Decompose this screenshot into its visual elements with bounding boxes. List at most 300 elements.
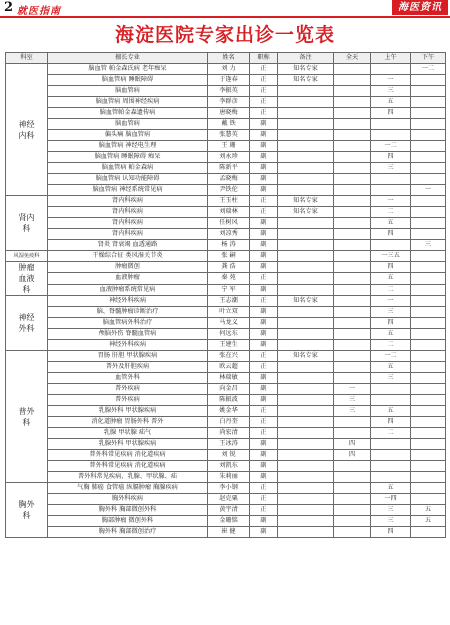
morning-cell: 四 <box>371 108 411 119</box>
specialty-cell: 脑血管病 周围神经疾病 <box>48 97 208 108</box>
fullday-cell <box>334 417 371 428</box>
morning-cell: 一 <box>371 296 411 307</box>
doctor-name-cell: 赵克粟 <box>208 494 250 505</box>
afternoon-cell <box>411 108 446 119</box>
table-row <box>6 152 446 163</box>
department-cell: 肿瘤血液科 <box>6 262 48 296</box>
specialty-cell: 乳腺外科 甲状腺疾病 <box>48 439 208 450</box>
note-cell: 知名专家 <box>278 64 334 75</box>
note-cell <box>278 262 334 273</box>
fullday-cell <box>334 196 371 207</box>
fullday-cell <box>334 163 371 174</box>
fullday-cell: 三 <box>334 406 371 417</box>
table-row <box>6 439 446 450</box>
fullday-cell <box>334 472 371 483</box>
note-cell <box>278 318 334 329</box>
column-header: 擅长专业 <box>48 53 208 64</box>
specialty-cell: 脑血管病 神经系统常见病 <box>48 185 208 196</box>
morning-cell <box>371 119 411 130</box>
title-cell: 副 <box>250 218 278 229</box>
title-cell: 正 <box>250 196 278 207</box>
doctor-name-cell: 金珊铭 <box>208 516 250 527</box>
title-cell: 副 <box>250 527 278 538</box>
title-cell: 副 <box>250 395 278 406</box>
specialty-cell: 肾内科疾病 <box>48 207 208 218</box>
morning-cell: 一二 <box>371 351 411 362</box>
department-cell: 神经外科 <box>6 296 48 351</box>
doctor-name-cell: 秦 苑 <box>208 273 250 284</box>
specialty-cell: 肾内科疾病 <box>48 218 208 229</box>
afternoon-cell <box>411 384 446 395</box>
note-cell <box>278 340 334 351</box>
afternoon-cell <box>411 251 446 262</box>
afternoon-cell <box>411 417 446 428</box>
table-row <box>6 329 446 340</box>
title-cell: 正 <box>250 97 278 108</box>
afternoon-cell <box>411 174 446 185</box>
doctor-name-cell: 唐晓梅 <box>208 108 250 119</box>
doctor-name-cell: 姚金华 <box>208 406 250 417</box>
afternoon-cell <box>411 141 446 152</box>
afternoon-cell <box>411 119 446 130</box>
specialty-cell: 乳腺外科 甲状腺疾病 <box>48 406 208 417</box>
specialty-cell: 普外科常见疾病 消化道疾病 <box>48 461 208 472</box>
doctor-name-cell: 向金昌 <box>208 384 250 395</box>
doctor-name-cell: 任树风 <box>208 218 250 229</box>
title-cell: 副 <box>250 340 278 351</box>
note-cell: 知名专家 <box>278 207 334 218</box>
doctor-name-cell: 杨 涛 <box>208 240 250 251</box>
afternoon-cell <box>411 340 446 351</box>
note-cell <box>278 483 334 494</box>
table-row <box>6 395 446 406</box>
title-cell: 正 <box>250 428 278 439</box>
table-row <box>6 307 446 318</box>
afternoon-cell <box>411 395 446 406</box>
morning-cell: 四 <box>371 262 411 273</box>
doctor-name-cell: 王冰涛 <box>208 439 250 450</box>
afternoon-cell <box>411 296 446 307</box>
specialty-cell: 脑血管病 睡眠障碍 痴呆 <box>48 152 208 163</box>
title-cell: 正 <box>250 296 278 307</box>
note-cell <box>278 174 334 185</box>
morning-cell: 二 <box>371 207 411 218</box>
morning-cell: 五 <box>371 362 411 373</box>
specialty-cell: 肾内科疾病 <box>48 229 208 240</box>
fullday-cell <box>334 340 371 351</box>
afternoon-cell: 一 <box>411 185 446 196</box>
section-title-right: 海医资讯 <box>392 0 448 15</box>
fullday-cell: 四 <box>334 439 371 450</box>
morning-cell: 五 <box>371 406 411 417</box>
afternoon-cell <box>411 262 446 273</box>
fullday-cell <box>334 329 371 340</box>
morning-cell <box>371 240 411 251</box>
table-row <box>6 141 446 152</box>
afternoon-cell <box>411 218 446 229</box>
doctor-name-cell: 宁 军 <box>208 284 250 295</box>
table-body <box>6 64 446 538</box>
note-cell: 知名专家 <box>278 351 334 362</box>
table-header-row <box>6 53 446 64</box>
department-cell: 肾内科 <box>6 196 48 251</box>
title-cell: 副 <box>250 251 278 262</box>
title-cell: 正 <box>250 75 278 86</box>
doctor-name-cell: 尚宏清 <box>208 428 250 439</box>
afternoon-cell <box>411 207 446 218</box>
table-row <box>6 450 446 461</box>
note-cell <box>278 472 334 483</box>
specialty-cell: 胸外科疾病 <box>48 494 208 505</box>
morning-cell: 二 <box>371 428 411 439</box>
fullday-cell <box>334 296 371 307</box>
morning-cell <box>371 461 411 472</box>
page-number: 2 <box>4 0 14 15</box>
morning-cell: 二 <box>371 340 411 351</box>
specialty-cell: 肾内科疾病 <box>48 196 208 207</box>
specialty-cell: 脑血管病 <box>48 119 208 130</box>
column-header: 职称 <box>250 53 278 64</box>
morning-cell: 一三五 <box>371 251 411 262</box>
table-row <box>6 373 446 384</box>
specialty-cell: 偏头痛 脑血管病 <box>48 130 208 141</box>
morning-cell <box>371 472 411 483</box>
fullday-cell <box>334 307 371 318</box>
specialty-cell: 脑、脊髓肿瘤诊断治疗 <box>48 307 208 318</box>
note-cell <box>278 163 334 174</box>
title-cell: 副 <box>250 284 278 295</box>
specialty-cell: 神经外科疾病 <box>48 340 208 351</box>
title-cell: 正 <box>250 483 278 494</box>
table-row <box>6 505 446 516</box>
fullday-cell <box>334 428 371 439</box>
morning-cell <box>371 450 411 461</box>
fullday-cell <box>334 527 371 538</box>
table-row <box>6 97 446 108</box>
note-cell: 知名专家 <box>278 196 334 207</box>
specialty-cell: 胸外科 胸部微创外科 <box>48 505 208 516</box>
title-cell: 副 <box>250 461 278 472</box>
note-cell <box>278 130 334 141</box>
section-header <box>0 0 450 18</box>
title-cell: 副 <box>250 185 278 196</box>
afternoon-cell <box>411 97 446 108</box>
afternoon-cell <box>411 86 446 97</box>
table-row <box>6 406 446 417</box>
afternoon-cell <box>411 130 446 141</box>
doctor-name-cell: 陈新平 <box>208 163 250 174</box>
specialty-cell: 脑血管帕金森遗传病 <box>48 108 208 119</box>
title-cell: 副 <box>250 229 278 240</box>
table-row <box>6 119 446 130</box>
doctor-name-cell: 叶立双 <box>208 307 250 318</box>
specialty-cell: 肾炎 肾衰竭 血透通路 <box>48 240 208 251</box>
specialty-cell: 血液肿瘤系统常见病 <box>48 284 208 295</box>
note-cell <box>278 86 334 97</box>
morning-cell <box>371 130 411 141</box>
afternoon-cell <box>411 494 446 505</box>
afternoon-cell <box>411 152 446 163</box>
column-header: 姓名 <box>208 53 250 64</box>
doctor-name-cell: 王建生 <box>208 340 250 351</box>
doctor-name-cell: 朱莉丽 <box>208 472 250 483</box>
afternoon-cell <box>411 483 446 494</box>
morning-cell: 三 <box>371 373 411 384</box>
morning-cell: 一 <box>371 75 411 86</box>
note-cell <box>278 284 334 295</box>
title-cell: 副 <box>250 152 278 163</box>
fullday-cell <box>334 373 371 384</box>
fullday-cell <box>334 97 371 108</box>
morning-cell: 一四 <box>371 494 411 505</box>
table-row <box>6 185 446 196</box>
note-cell <box>278 439 334 450</box>
specialty-cell: 乳腺 甲状腺 疝气 <box>48 428 208 439</box>
note-cell <box>278 119 334 130</box>
morning-cell: 五 <box>371 483 411 494</box>
table-row <box>6 527 446 538</box>
afternoon-cell <box>411 362 446 373</box>
table-row <box>6 494 446 505</box>
title-cell: 副 <box>250 516 278 527</box>
table-row <box>6 262 446 273</box>
specialty-cell: 血管外科 <box>48 373 208 384</box>
afternoon-cell <box>411 284 446 295</box>
title-cell: 副 <box>250 119 278 130</box>
table-row <box>6 318 446 329</box>
afternoon-cell <box>411 163 446 174</box>
afternoon-cell <box>411 329 446 340</box>
afternoon-cell <box>411 75 446 86</box>
specialty-cell: 神经外科疾病 <box>48 296 208 307</box>
note-cell <box>278 494 334 505</box>
column-header: 科室 <box>6 53 48 64</box>
note-cell <box>278 141 334 152</box>
schedule-table <box>5 52 446 538</box>
table-row <box>6 75 446 86</box>
column-header: 备注 <box>278 53 334 64</box>
doctor-name-cell: 戴 铁 <box>208 119 250 130</box>
title-cell: 副 <box>250 318 278 329</box>
table-row <box>6 130 446 141</box>
afternoon-cell: 五 <box>411 505 446 516</box>
morning-cell: 五 <box>371 218 411 229</box>
fullday-cell <box>334 141 371 152</box>
department-cell: 风湿免疫科 <box>6 251 48 262</box>
title-cell: 副 <box>250 450 278 461</box>
column-header: 全天 <box>334 53 371 64</box>
note-cell: 知名专家 <box>278 296 334 307</box>
title-cell: 正 <box>250 86 278 97</box>
afternoon-cell <box>411 472 446 483</box>
afternoon-cell <box>411 527 446 538</box>
specialty-cell: 脑血管病 睡眠障碍 <box>48 75 208 86</box>
table-row <box>6 251 446 262</box>
title-cell: 正 <box>250 417 278 428</box>
doctor-name-cell: 陈振波 <box>208 395 250 406</box>
morning-cell: 一 <box>371 196 411 207</box>
fullday-cell <box>334 240 371 251</box>
afternoon-cell: 一二 <box>411 64 446 75</box>
title-cell: 正 <box>250 64 278 75</box>
morning-cell <box>371 395 411 406</box>
table-row <box>6 163 446 174</box>
title-cell: 正 <box>250 505 278 516</box>
specialty-cell: 脑血管病 认知功能障碍 <box>48 174 208 185</box>
afternoon-cell <box>411 439 446 450</box>
table-row <box>6 384 446 395</box>
column-header: 下午 <box>411 53 446 64</box>
table-row <box>6 516 446 527</box>
table-row <box>6 461 446 472</box>
note-cell <box>278 362 334 373</box>
table-row <box>6 174 446 185</box>
table-row <box>6 240 446 251</box>
note-cell <box>278 384 334 395</box>
note-cell <box>278 108 334 119</box>
note-cell <box>278 406 334 417</box>
table-row <box>6 351 446 362</box>
fullday-cell <box>334 86 371 97</box>
doctor-name-cell: 李群彦 <box>208 97 250 108</box>
specialty-cell: 脑血管 帕金森氏病 老年痴呆 <box>48 64 208 75</box>
afternoon-cell <box>411 406 446 417</box>
specialty-cell: 脑血管病 帕金森病 <box>48 163 208 174</box>
specialty-cell: 普外疾病 <box>48 384 208 395</box>
specialty-cell: 胸外科 胸部微创治疗 <box>48 527 208 538</box>
note-cell <box>278 273 334 284</box>
title-cell: 正 <box>250 362 278 373</box>
morning-cell: 一二 <box>371 141 411 152</box>
specialty-cell: 消化道肿瘤 胃肠外科 普外 <box>48 417 208 428</box>
table-row <box>6 108 446 119</box>
fullday-cell <box>334 207 371 218</box>
fullday-cell <box>334 218 371 229</box>
doctor-name-cell: 李振英 <box>208 86 250 97</box>
note-cell: 知名专家 <box>278 75 334 86</box>
afternoon-cell <box>411 229 446 240</box>
afternoon-cell <box>411 428 446 439</box>
doctor-name-cell: 马龙义 <box>208 318 250 329</box>
specialty-cell: 脑血管病外科治疗 <box>48 318 208 329</box>
title-cell: 副 <box>250 472 278 483</box>
note-cell <box>278 450 334 461</box>
afternoon-cell: 三 <box>411 240 446 251</box>
afternoon-cell <box>411 373 446 384</box>
morning-cell: 三 <box>371 505 411 516</box>
specialty-cell: 普外及肝胆疾病 <box>48 362 208 373</box>
department-cell: 神经内科 <box>6 64 48 196</box>
doctor-name-cell: 王 珊 <box>208 141 250 152</box>
title-cell: 副 <box>250 439 278 450</box>
morning-cell: 五 <box>371 329 411 340</box>
fullday-cell <box>334 251 371 262</box>
table-row <box>6 196 446 207</box>
table-row <box>6 273 446 284</box>
title-cell: 副 <box>250 384 278 395</box>
doctor-name-cell: 于逢春 <box>208 75 250 86</box>
doctor-name-cell: 孟晓梅 <box>208 174 250 185</box>
note-cell <box>278 218 334 229</box>
title-cell: 正 <box>250 406 278 417</box>
afternoon-cell <box>411 318 446 329</box>
table-row <box>6 417 446 428</box>
title-cell: 副 <box>250 130 278 141</box>
title-cell: 正 <box>250 273 278 284</box>
morning-cell: 四 <box>371 229 411 240</box>
fullday-cell <box>334 108 371 119</box>
specialty-cell: 胸部肿瘤 微创外科 <box>48 516 208 527</box>
fullday-cell <box>334 461 371 472</box>
afternoon-cell <box>411 307 446 318</box>
morning-cell: 四 <box>371 417 411 428</box>
doctor-name-cell: 刘 力 <box>208 64 250 75</box>
title-cell: 副 <box>250 174 278 185</box>
table-row <box>6 218 446 229</box>
morning-cell: 五 <box>371 273 411 284</box>
note-cell <box>278 97 334 108</box>
morning-cell: 三 <box>371 307 411 318</box>
department-cell: 胸外科 <box>6 483 48 538</box>
specialty-cell: 肿瘤微创 <box>48 262 208 273</box>
morning-cell <box>371 384 411 395</box>
doctor-name-cell: 龚 浩 <box>208 262 250 273</box>
title-cell: 副 <box>250 141 278 152</box>
doctor-name-cell: 王玉柱 <box>208 196 250 207</box>
fullday-cell <box>334 229 371 240</box>
doctor-name-cell: 白丹奎 <box>208 417 250 428</box>
fullday-cell <box>334 262 371 273</box>
morning-cell: 五 <box>371 97 411 108</box>
fullday-cell <box>334 152 371 163</box>
fullday-cell <box>334 273 371 284</box>
fullday-cell <box>334 284 371 295</box>
afternoon-cell <box>411 450 446 461</box>
table-row <box>6 472 446 483</box>
note-cell <box>278 428 334 439</box>
table-row <box>6 207 446 218</box>
table-row <box>6 284 446 295</box>
morning-cell: 四 <box>371 152 411 163</box>
title-cell: 正 <box>250 494 278 505</box>
morning-cell: 四 <box>371 527 411 538</box>
table-row <box>6 362 446 373</box>
column-header: 上午 <box>371 53 411 64</box>
title-cell: 副 <box>250 240 278 251</box>
fullday-cell <box>334 130 371 141</box>
morning-cell: 三 <box>371 163 411 174</box>
fullday-cell: 一 <box>334 384 371 395</box>
fullday-cell <box>334 505 371 516</box>
fullday-cell <box>334 185 371 196</box>
doctor-name-cell: 张慧英 <box>208 130 250 141</box>
note-cell <box>278 251 334 262</box>
morning-cell <box>371 439 411 450</box>
doctor-name-cell: 黄宇清 <box>208 505 250 516</box>
specialty-cell: 胃肠 肝胆 甲状腺疾病 <box>48 351 208 362</box>
doctor-name-cell: 林瑞敏 <box>208 373 250 384</box>
afternoon-cell <box>411 273 446 284</box>
afternoon-cell <box>411 351 446 362</box>
fullday-cell <box>334 119 371 130</box>
title-cell: 副 <box>250 262 278 273</box>
morning-cell: 三 <box>371 86 411 97</box>
specialty-cell: 普外科常见疾病 消化道疾病 <box>48 450 208 461</box>
note-cell <box>278 395 334 406</box>
table-row <box>6 64 446 75</box>
doctor-name-cell: 何远东 <box>208 329 250 340</box>
note-cell <box>278 229 334 240</box>
